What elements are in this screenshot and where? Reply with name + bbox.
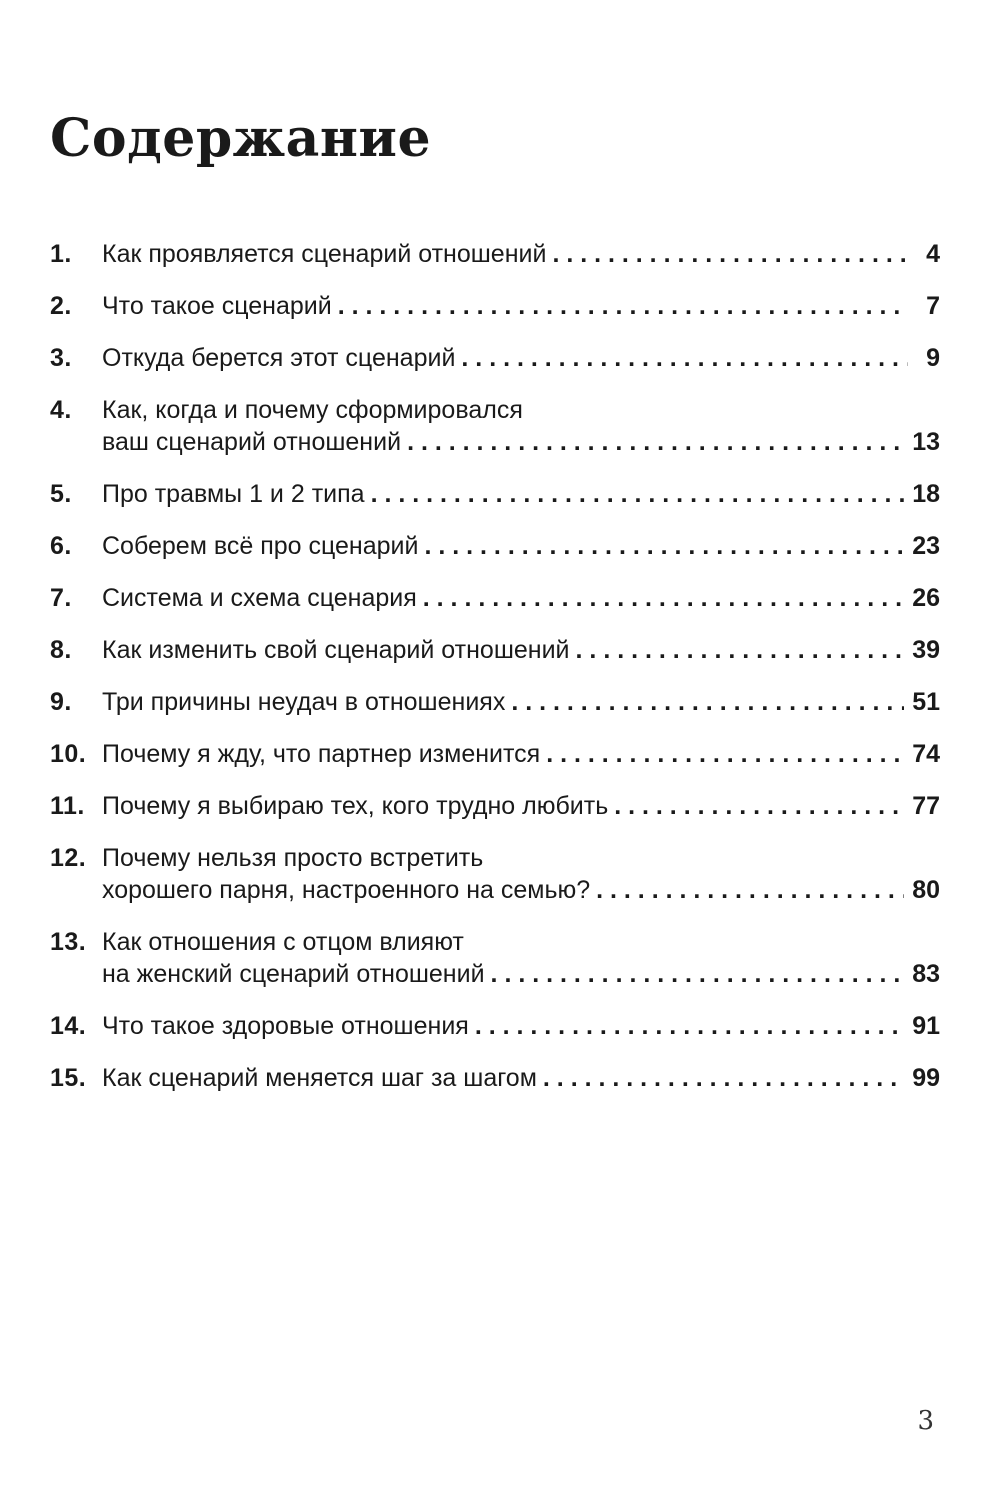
toc-entry[interactable] xyxy=(50,530,940,562)
toc-entry-line xyxy=(102,1010,940,1042)
dot-leader xyxy=(371,478,905,510)
toc-entry-title: Как проявляется сценарий отношений xyxy=(102,240,547,268)
dot-leader xyxy=(614,790,904,822)
toc-entry-page: 13 xyxy=(912,428,940,456)
toc-entry-title: Как отношения с отцом влияют xyxy=(102,928,464,956)
dot-leader xyxy=(596,874,904,906)
toc-entry-title: Как изменить свой сценарий отношений xyxy=(102,636,570,664)
toc-entry[interactable] xyxy=(50,342,940,374)
toc-entry-number: 15. xyxy=(50,1064,87,1092)
dot-leader xyxy=(338,290,908,322)
toc-entry-title: Про травмы 1 и 2 типа xyxy=(102,480,365,508)
toc-entry-number: 6. xyxy=(50,532,72,560)
dot-leader xyxy=(424,530,904,562)
toc-entry[interactable] xyxy=(50,738,940,770)
toc-entry-title: Соберем всё про сценарий xyxy=(102,532,419,560)
toc-entry-line xyxy=(102,394,940,426)
toc-entry-number: 5. xyxy=(50,480,72,508)
page-number: 3 xyxy=(917,1406,934,1436)
toc-entry[interactable] xyxy=(50,582,940,614)
toc-entry-line xyxy=(102,926,940,958)
toc-entry[interactable] xyxy=(50,1010,940,1042)
toc-entry-title: Что такое сценарий xyxy=(102,292,332,320)
toc-entry-title: Система и схема сценария xyxy=(102,584,417,612)
toc-entry-number: 1. xyxy=(50,240,72,268)
toc-entry-title: ваш сценарий отношений xyxy=(102,428,402,456)
toc-entry[interactable] xyxy=(50,686,940,718)
toc-entry[interactable] xyxy=(50,478,940,510)
toc-entry-number: 3. xyxy=(50,344,72,372)
toc-entry-number: 12. xyxy=(50,844,87,872)
toc-entry-page: 9 xyxy=(926,344,940,372)
dot-leader xyxy=(552,238,908,270)
toc-entry-number: 9. xyxy=(50,688,72,716)
toc-entry[interactable] xyxy=(50,926,940,990)
dot-leader xyxy=(491,958,905,990)
toc-entry-page: 4 xyxy=(926,240,940,268)
toc-entry[interactable] xyxy=(50,238,940,270)
toc-entry-title: Почему нельзя просто встретить xyxy=(102,844,484,872)
toc-entry-line xyxy=(102,686,940,718)
toc-entry-title: Что такое здоровые отношения xyxy=(102,1012,469,1040)
toc-entry-line xyxy=(102,874,940,906)
toc-entry-number: 13. xyxy=(50,928,87,956)
toc-entry-title: хорошего парня, настроенного на семью? xyxy=(102,876,591,904)
toc-entry-number: 4. xyxy=(50,396,72,424)
page-title: Содержание xyxy=(50,108,432,169)
toc-entry-title: на женский сценарий отношений xyxy=(102,960,485,988)
toc-entry-number: 14. xyxy=(50,1012,87,1040)
toc-entry-number: 10. xyxy=(50,740,87,768)
toc-entry-line xyxy=(102,1062,940,1094)
toc-entry-line xyxy=(102,582,940,614)
dot-leader xyxy=(423,582,904,614)
toc-entry-page: 23 xyxy=(912,532,940,560)
toc-entry-title: Как сценарий меняется шаг за шагом xyxy=(102,1064,537,1092)
toc-entry-line xyxy=(102,738,940,770)
toc-entry-title: Почему я жду, что партнер изменится xyxy=(102,740,541,768)
dot-leader xyxy=(546,738,904,770)
dot-leader xyxy=(475,1010,904,1042)
table-of-contents xyxy=(50,238,940,1114)
toc-entry-line xyxy=(102,342,940,374)
toc-entry-page: 18 xyxy=(912,480,940,508)
toc-entry[interactable] xyxy=(50,634,940,666)
toc-entry[interactable] xyxy=(50,290,940,322)
dot-leader xyxy=(576,634,905,666)
toc-entry-page: 7 xyxy=(926,292,940,320)
toc-entry-page: 74 xyxy=(912,740,940,768)
toc-entry-page: 83 xyxy=(912,960,940,988)
toc-entry-page: 39 xyxy=(912,636,940,664)
toc-entry-line xyxy=(102,958,940,990)
toc-entry-line xyxy=(102,478,940,510)
toc-entry-title: Три причины неудач в отношениях xyxy=(102,688,506,716)
dot-leader xyxy=(511,686,904,718)
toc-entry-page: 99 xyxy=(912,1064,940,1092)
toc-entry-title: Откуда берется этот сценарий xyxy=(102,344,456,372)
toc-entry-page: 77 xyxy=(912,792,940,820)
dot-leader xyxy=(407,426,904,458)
toc-entry-number: 11. xyxy=(50,792,85,820)
toc-entry[interactable] xyxy=(50,1062,940,1094)
toc-entry-title: Почему я выбираю тех, кого трудно любить xyxy=(102,792,609,820)
toc-entry-line xyxy=(102,426,940,458)
toc-entry-page: 51 xyxy=(912,688,940,716)
toc-entry-line xyxy=(102,530,940,562)
dot-leader xyxy=(461,342,908,374)
toc-entry-title: Как, когда и почему сформировался xyxy=(102,396,523,424)
dot-leader xyxy=(543,1062,904,1094)
toc-entry-number: 7. xyxy=(50,584,72,612)
toc-entry-line xyxy=(102,842,940,874)
toc-entry-number: 8. xyxy=(50,636,72,664)
toc-entry-number: 2. xyxy=(50,292,72,320)
toc-entry-line xyxy=(102,634,940,666)
toc-entry-line xyxy=(102,290,940,322)
toc-entry-line xyxy=(102,238,940,270)
toc-entry-page: 26 xyxy=(912,584,940,612)
toc-entry-page: 91 xyxy=(912,1012,940,1040)
toc-entry-line xyxy=(102,790,940,822)
toc-entry-page: 80 xyxy=(912,876,940,904)
toc-entry[interactable] xyxy=(50,842,940,906)
toc-entry[interactable] xyxy=(50,394,940,458)
toc-entry[interactable] xyxy=(50,790,940,822)
